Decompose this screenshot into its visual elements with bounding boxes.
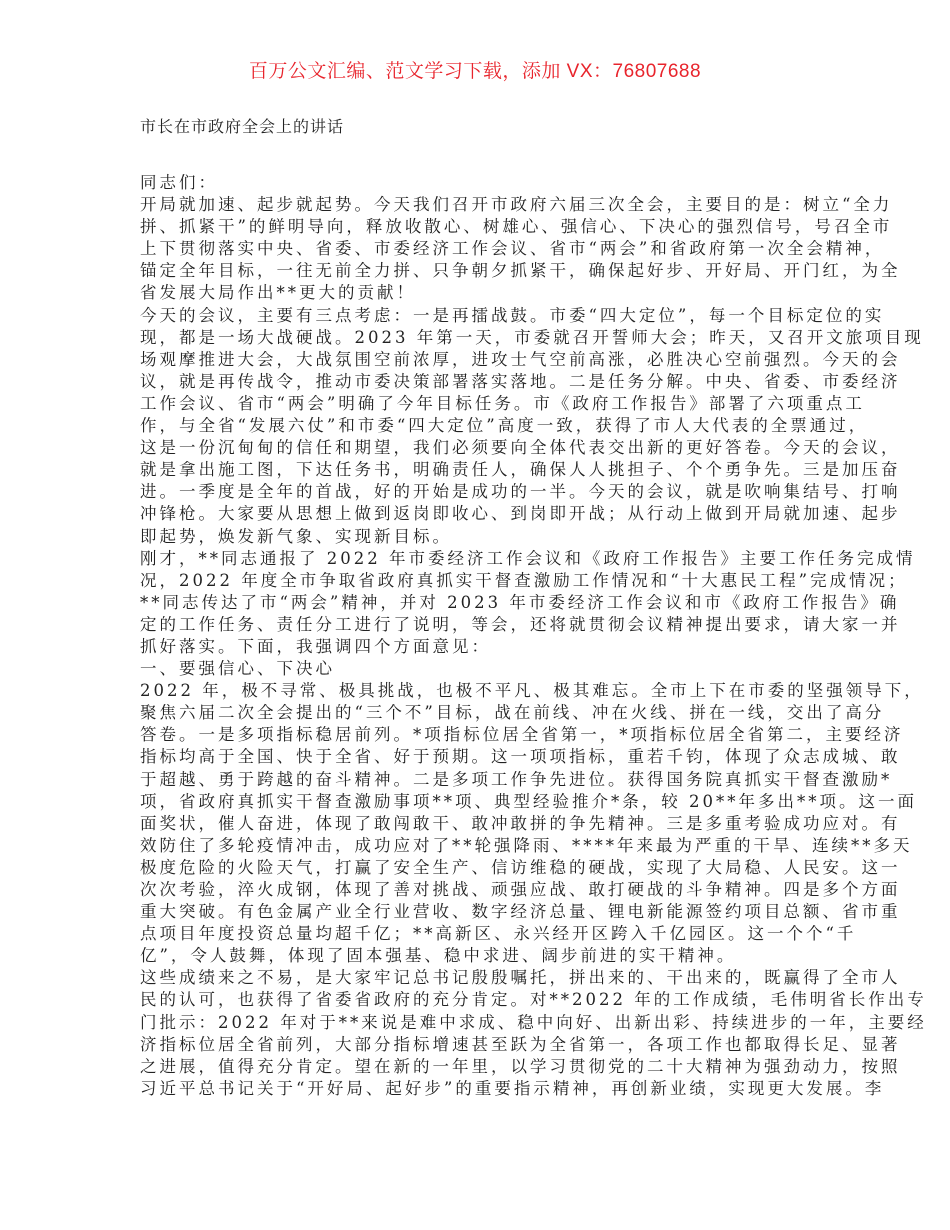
text-line: 民的认可，也获得了省委省政府的充分肯定。对**2022 年的工作成绩，毛伟明省长作出专 [140, 990, 927, 1010]
text-line: 这是一份沉甸甸的信任和期望，我们必须要向全体代表交出新的更好答卷。今天的会议， [140, 438, 901, 458]
text-line: 聚焦六届二次全会提出的“三个不”目标，战在前线、冲在火线、拼在一线，交出了高分 [140, 703, 885, 723]
text-line: 上下贯彻落实中央、省委、市委经济工作会议、省市“两会”和省政府第一次全会精神， [140, 239, 885, 259]
document-title: 市长在市政府全会上的讲话 [140, 117, 345, 136]
text-line: 于超越、勇于跨越的奋斗精神。二是多项工作争先进位。获得国务院真抓实干督查激励* [140, 769, 893, 789]
text-line: 济指标位居全省前列，大部分指标增速甚至跃为全省第一，各项工作也都取得长足、显著 [140, 1034, 901, 1054]
text-line: **同志传达了市“两会”精神，并对 2023 年市委经济工作会议和市《政府工作报告》确 [140, 592, 900, 612]
text-line: 2022 年，极不寻常、极具挑战，也极不平凡、极其难忘。全市上下在市委的坚强领导下， [140, 681, 924, 701]
document-body [140, 172, 927, 1100]
text-line: 指标均高于全国、快于全省、好于预期。这一项项指标，重若千钧，体现了众志成城、敢 [140, 747, 901, 767]
text-line: 这些成绩来之不易，是大家牢记总书记殷殷嘱托，拼出来的、干出来的，既赢得了全市人 [140, 968, 901, 988]
text-line: 今天的会议，主要有三点考虑：一是再擂战鼓。市委“四大定位”，每一个目标定位的实 [140, 305, 885, 325]
text-line: 亿”，令人鼓舞，体现了固本强基、稳中求进、阔步前进的实干精神。 [140, 946, 737, 966]
text-line: 现，都是一场大战硬战。2023 年第一天，市委就召开誓师大会；昨天，又召开文旅项目现 [140, 327, 924, 347]
text-line: 开局就加速、起步就起势。今天我们召开市政府六届三次全会，主要目的是：树立“全力 [140, 195, 893, 215]
text-line: 之进展，值得充分肯定。望在新的一年里，以学习贯彻党的二十大精神为强劲动力，按照 [140, 1056, 901, 1076]
text-line: 项，省政府真抓实干督查激励事项**项、典型经验推介*条，较 20**年多出**项。这一面 [140, 791, 917, 811]
text-line: 极度危险的火险天气，打赢了安全生产、信访维稳的硬战，实现了大局稳、人民安。这一 [140, 857, 901, 877]
text-line: 答卷。一是多项指标稳居前列。*项指标位居全省第一，*项指标位居全省第二，主要经济 [140, 725, 904, 745]
section-heading: 一、要强信心、下决心 [140, 659, 335, 679]
watermark-banner: 百万公文汇编、范文学习下载，添加 VX：76807688 [248, 61, 702, 82]
text-line: 点项目年度投资总量均超千亿；**高新区、永兴经开区跨入千亿园区。这一个个“千 [140, 924, 857, 944]
text-line: 进。一季度是全年的首战，好的开始是成功的一半。今天的会议，就是吹响集结号、打响 [140, 482, 901, 502]
text-line: 况，2022 年度全市争取省政府真抓实干督查激励工作情况和“十大惠民工程”完成情况； [140, 570, 908, 590]
text-line: 就是拿出施工图，下达任务书，明确责任人，确保人人挑担子、个个勇争先。三是加压奋 [140, 460, 901, 480]
text-line: 同志们： [140, 173, 218, 192]
text-line: 效防住了多轮疫情冲击，成功应对了**轮强降雨、****年来最为严重的干旱、连续**多天 [140, 835, 913, 855]
text-line: 锚定全年目标，一往无前全力拼、只争朝夕抓紧干，确保起好步、开好局、开门红，为全 [140, 261, 901, 281]
text-line: 省发展大局作出**更大的贡献！ [140, 283, 416, 303]
text-line: 议，就是再传战令，推动市委决策部署落实落地。二是任务分解。中央、省委、市委经济 [140, 371, 901, 391]
text-line: 面奖状，催人奋进，体现了敢闯敢干、敢冲敢拼的争先精神。三是多重考验成功应对。有 [140, 813, 901, 833]
text-line: 工作会议、省市“两会”明确了今年目标任务。市《政府工作报告》部署了六项重点工 [140, 393, 865, 413]
text-line: 抓好落实。下面，我强调四个方面意见： [140, 636, 491, 656]
text-line: 即起势，焕发新气象、实现新目标。 [140, 526, 452, 546]
text-line: 次次考验，淬火成钢，体现了善对挑战、顽强应战、敢打硬战的斗争精神。四是多个方面 [140, 880, 901, 899]
text-line: 定的工作任务、责任分工进行了说明，等会，还将就贯彻会议精神提出要求，请大家一并 [140, 614, 901, 634]
text-line: 拼、抓紧干”的鲜明导向，释放收散心、树雄心、强信心、下决心的强烈信号，号召全市 [140, 217, 893, 237]
text-line: 习近平总书记关于“开好局、起好步”的重要指示精神，再创新业绩，实现更大发展。李 [140, 1078, 885, 1098]
text-line: 刚才，**同志通报了 2022 年市委经济工作会议和《政府工作报告》主要工作任务完成情 [140, 548, 916, 568]
text-line: 场观摩推进大会，大战氛围空前浓厚，进攻士气空前高涨，必胜决心空前强烈。今天的会 [140, 349, 901, 369]
text-line: 重大突破。有色金属产业全行业营收、数字经济总量、锂电新能源签约项目总额、省市重 [140, 902, 901, 922]
text-line: 冲锋枪。大家要从思想上做到返岗即收心、到岗即开战；从行动上做到开局就加速、起步 [140, 504, 901, 524]
text-line: 门批示：2022 年对于**来说是难中求成、稳中向好、出新出彩、持续进步的一年，主要经 [140, 1012, 927, 1032]
text-line: 作，与全省“发展六仗”和市委“四大定位”高度一致，获得了市人大代表的全票通过， [140, 416, 869, 436]
